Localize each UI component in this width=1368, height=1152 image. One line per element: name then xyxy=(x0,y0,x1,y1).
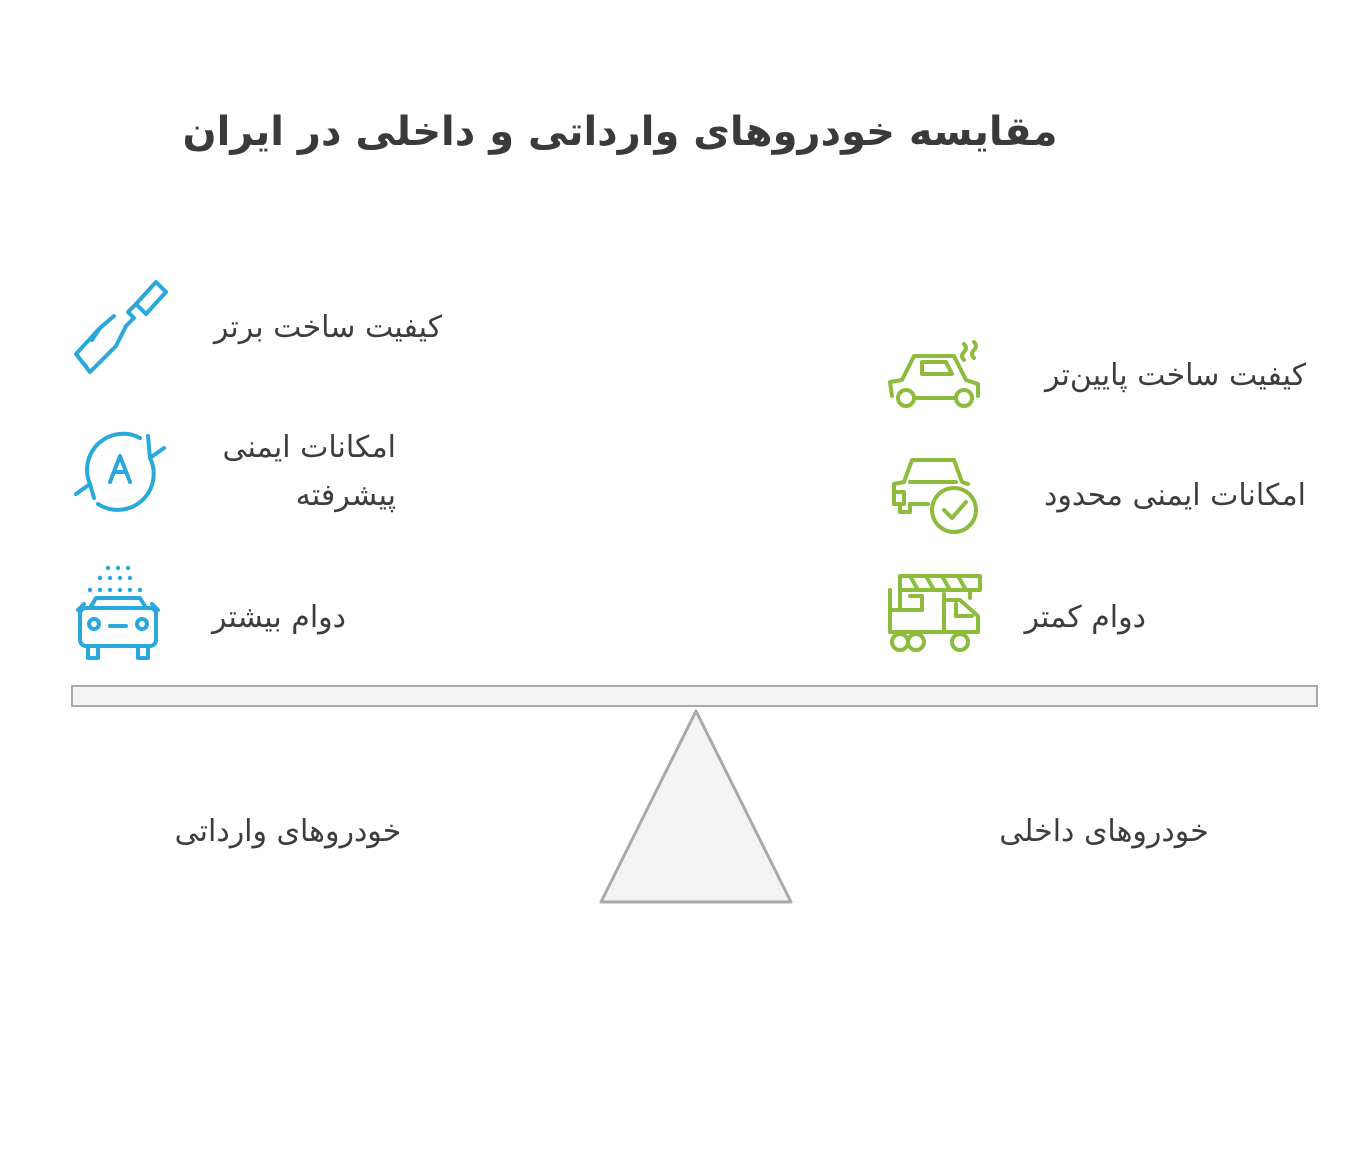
imported-item-2: امکانات ایمنی پیشرفته xyxy=(222,430,396,513)
fulcrum-triangle xyxy=(598,707,794,905)
wrench-icon xyxy=(70,276,170,376)
imported-item-1: کیفیت ساخت برتر xyxy=(213,310,442,345)
car-wash-icon xyxy=(74,564,162,664)
domestic-item-2: امکانات ایمنی محدود xyxy=(1043,478,1306,513)
auto-cycle-icon xyxy=(72,428,166,514)
imported-item-3: دوام بیشتر xyxy=(211,600,346,635)
car-check-icon xyxy=(890,452,982,536)
car-smoke-icon xyxy=(886,340,986,410)
tow-truck-icon xyxy=(886,572,984,654)
domestic-item-1: کیفیت ساخت پایین‌تر xyxy=(1044,358,1306,393)
domestic-item-3: دوام کمتر xyxy=(1024,600,1146,635)
domestic-label: خودروهای داخلی xyxy=(999,814,1209,849)
page-title: مقایسه خودروهای وارداتی و داخلی در ایران xyxy=(182,109,1058,155)
imported-label: خودروهای وارداتی xyxy=(174,814,402,849)
seesaw-beam xyxy=(71,685,1318,707)
